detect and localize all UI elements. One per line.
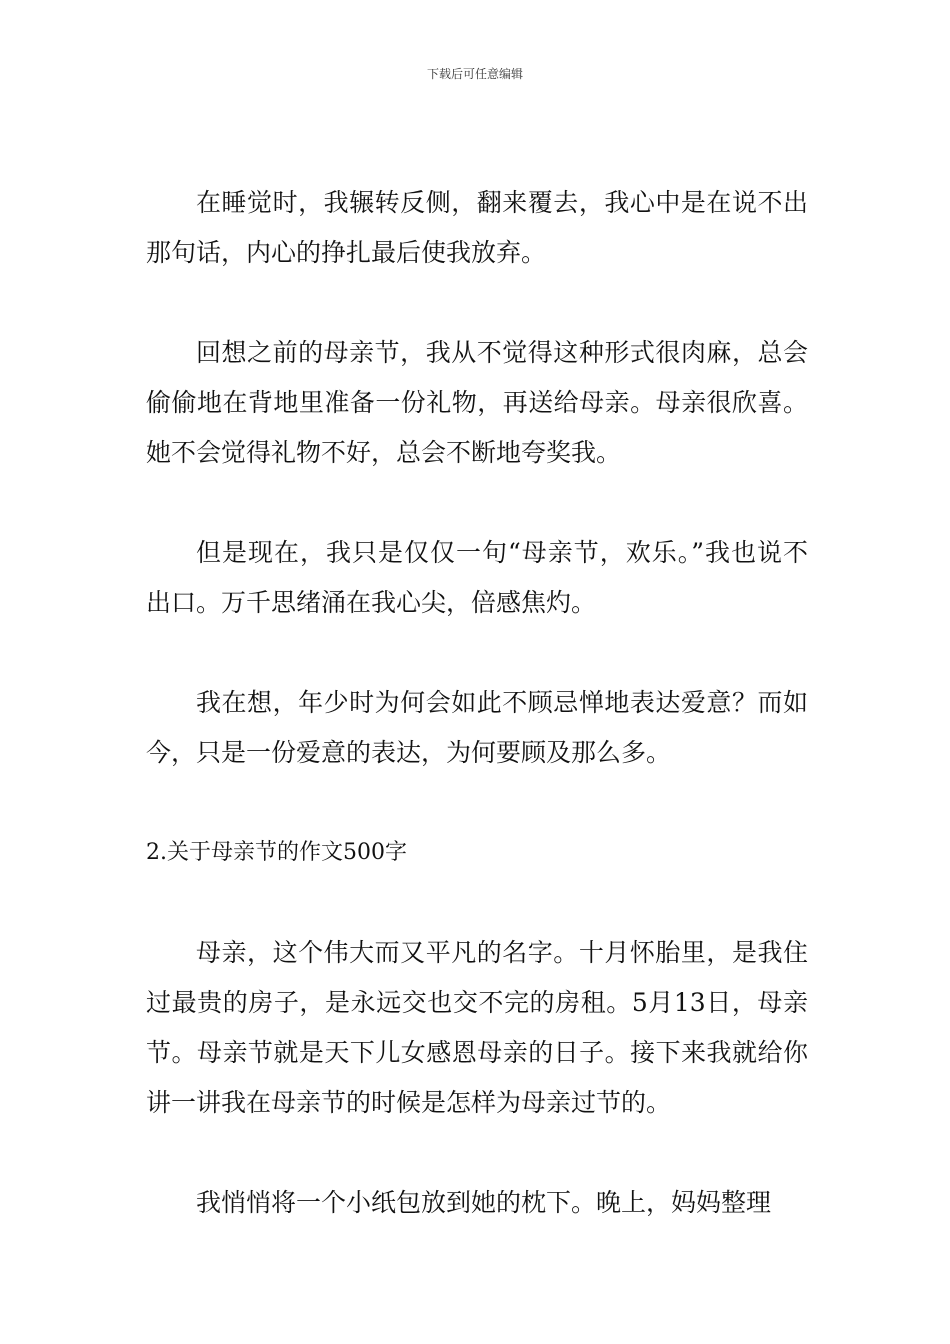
document-body xyxy=(146,178,808,1228)
paragraph: 母亲，这个伟大而又平凡的名字。十月怀胎里，是我住过最贵的房子，是永远交也交不完的房租。5月13日，母亲节。母亲节就是天下儿女感恩母亲的日子。接下来我就给你讲一讲我在母亲节的时候是怎样为母亲过节的。 xyxy=(146,938,808,1117)
paragraph: 在睡觉时，我辗转反侧，翻来覆去，我心中是在说不出那句话，内心的挣扎最后使我放弃。 xyxy=(146,188,808,267)
paragraph: 我悄悄将一个小纸包放到她的枕下。晚上，妈妈整理 xyxy=(196,1188,772,1217)
section-heading: 2.关于母亲节的作文500字 xyxy=(146,840,407,865)
paragraph: 回想之前的母亲节，我从不觉得这种形式很肉麻，总会偷偷地在背地里准备一份礼物，再送给母亲。母亲很欣喜。她不会觉得礼物不好，总会不断地夸奖我。 xyxy=(146,338,808,467)
paragraph: 我在想，年少时为何会如此不顾忌惮地表达爱意？而如今，只是一份爱意的表达，为何要顾及那么多。 xyxy=(146,688,808,767)
paragraph: 但是现在，我只是仅仅一句“母亲节，欢乐。”我也说不出口。万千思绪涌在我心尖，倍感焦灼。 xyxy=(146,538,808,617)
page-header: 下载后可任意编辑 xyxy=(426,67,523,81)
